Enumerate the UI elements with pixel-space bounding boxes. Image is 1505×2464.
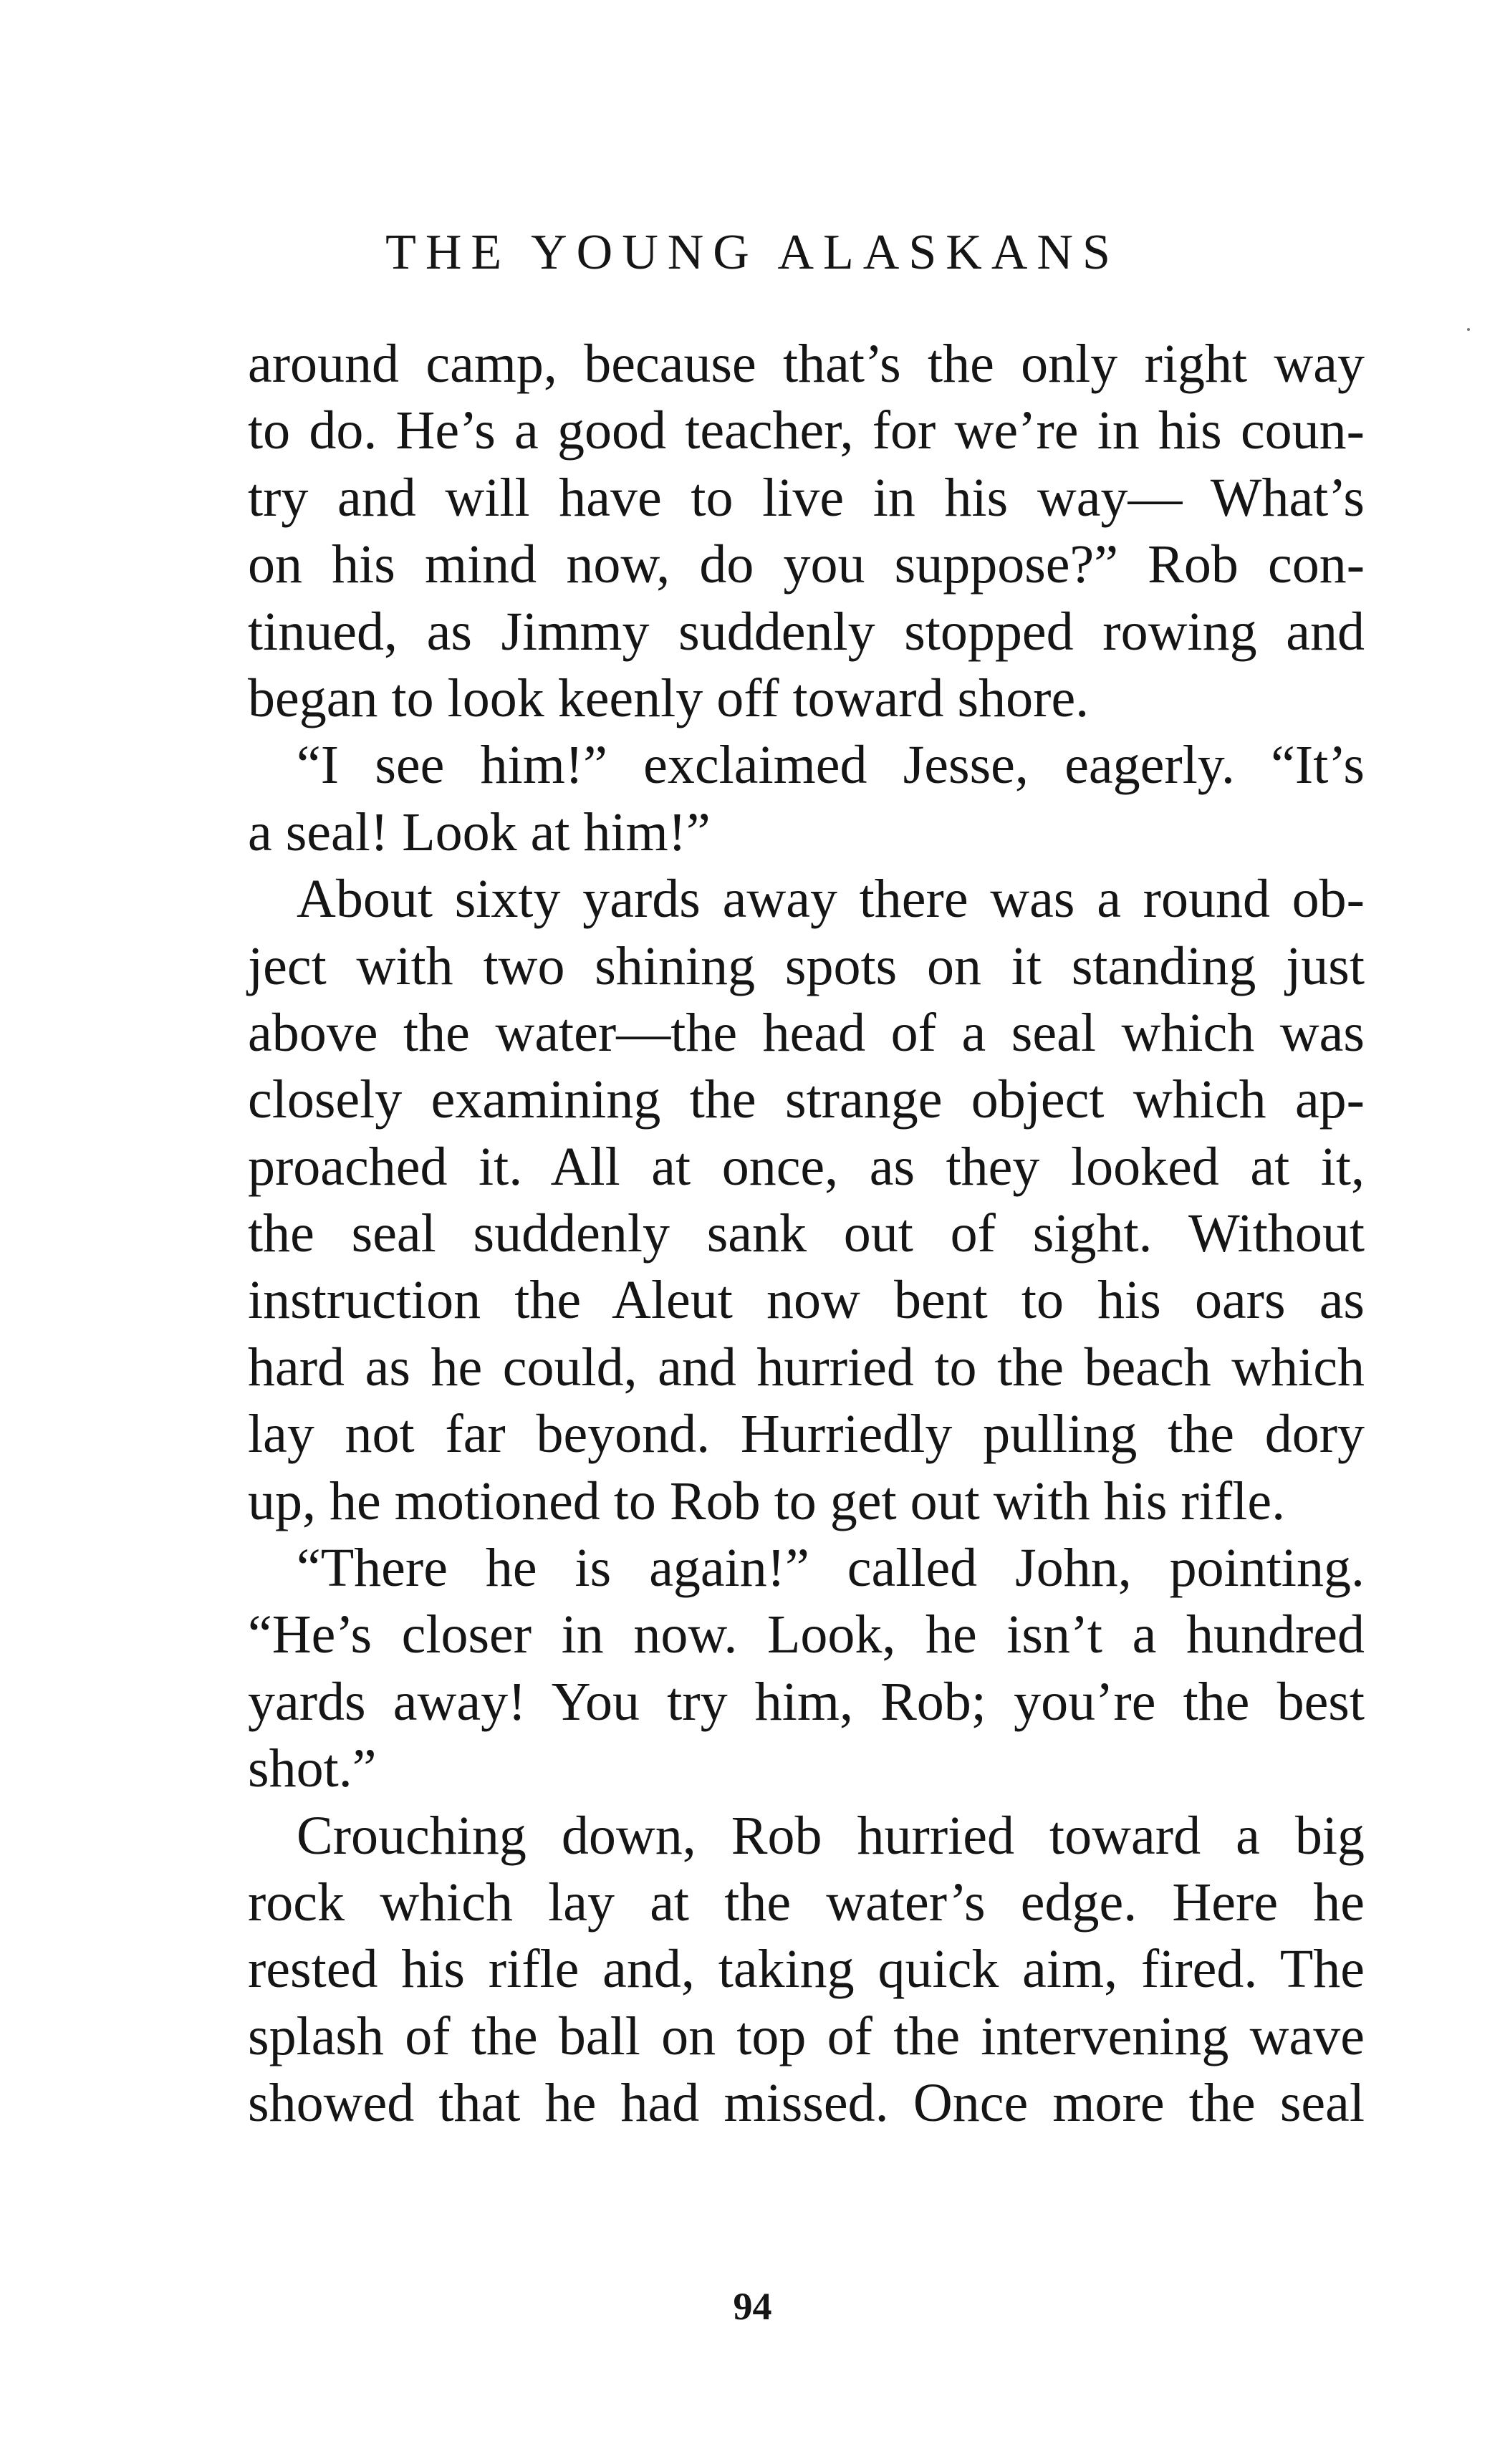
text-line: on his mind now, do you suppose?” Rob con- <box>248 534 1365 595</box>
text-line: lay not far beyond. Hurriedly pulling the dory <box>248 1404 1365 1465</box>
text-line: showed that he had missed. Once more the seal <box>248 2073 1365 2134</box>
text-line: hard as he could, and hurried to the beach which <box>248 1337 1365 1397</box>
text-line: splash of the ball on top of the intervening wave <box>248 2006 1365 2066</box>
page-number: 94 <box>733 2285 772 2328</box>
text-line: “He’s closer in now. Look, he isn’t a hundred <box>248 1604 1365 1665</box>
text-line: tinued, as Jimmy suddenly stopped rowing and <box>248 601 1365 662</box>
text-line: around camp, because that’s the only right way <box>248 334 1365 394</box>
text-line: ject with two shining spots on it standing just <box>248 935 1365 996</box>
running-head: THE YOUNG ALASKANS <box>385 225 1120 280</box>
text-line: a seal! Look at him!” <box>248 802 711 862</box>
text-line: rock which lay at the water’s edge. Here he <box>248 1872 1365 1933</box>
text-line: “There he is again!” called John, pointing. <box>297 1538 1365 1599</box>
text-line: instruction the Aleut now bent to his oars as <box>248 1270 1365 1331</box>
text-line: to do. He’s a good teacher, for we’re in his coun- <box>248 400 1365 461</box>
text-line: closely examining the strange object which ap- <box>248 1069 1365 1130</box>
text-line: yards away! You try him, Rob; you’re the best <box>248 1671 1365 1732</box>
text-line: up, he motioned to Rob to get out with his rifle. <box>248 1471 1286 1531</box>
text-line: “I see him!” exclaimed Jesse, eagerly. “It’s <box>297 735 1365 796</box>
text-line: try and will have to live in his way— What’s <box>248 467 1365 528</box>
text-line: About sixty yards away there was a round ob- <box>297 869 1365 930</box>
body-text <box>248 331 1365 2137</box>
text-line: the seal suddenly sank out of sight. Without <box>248 1203 1365 1264</box>
text-line: proached it. All at once, as they looked at it, <box>248 1136 1365 1197</box>
text-line: began to look keenly off toward shore. <box>248 668 1090 728</box>
text-line: Crouching down, Rob hurried toward a big <box>297 1805 1365 1866</box>
print-speck <box>1467 328 1470 331</box>
text-line: above the water—the head of a seal which was <box>248 1002 1365 1063</box>
text-line: shot.” <box>248 1738 377 1799</box>
text-line: rested his rifle and, taking quick aim, fired. The <box>248 1939 1365 2000</box>
